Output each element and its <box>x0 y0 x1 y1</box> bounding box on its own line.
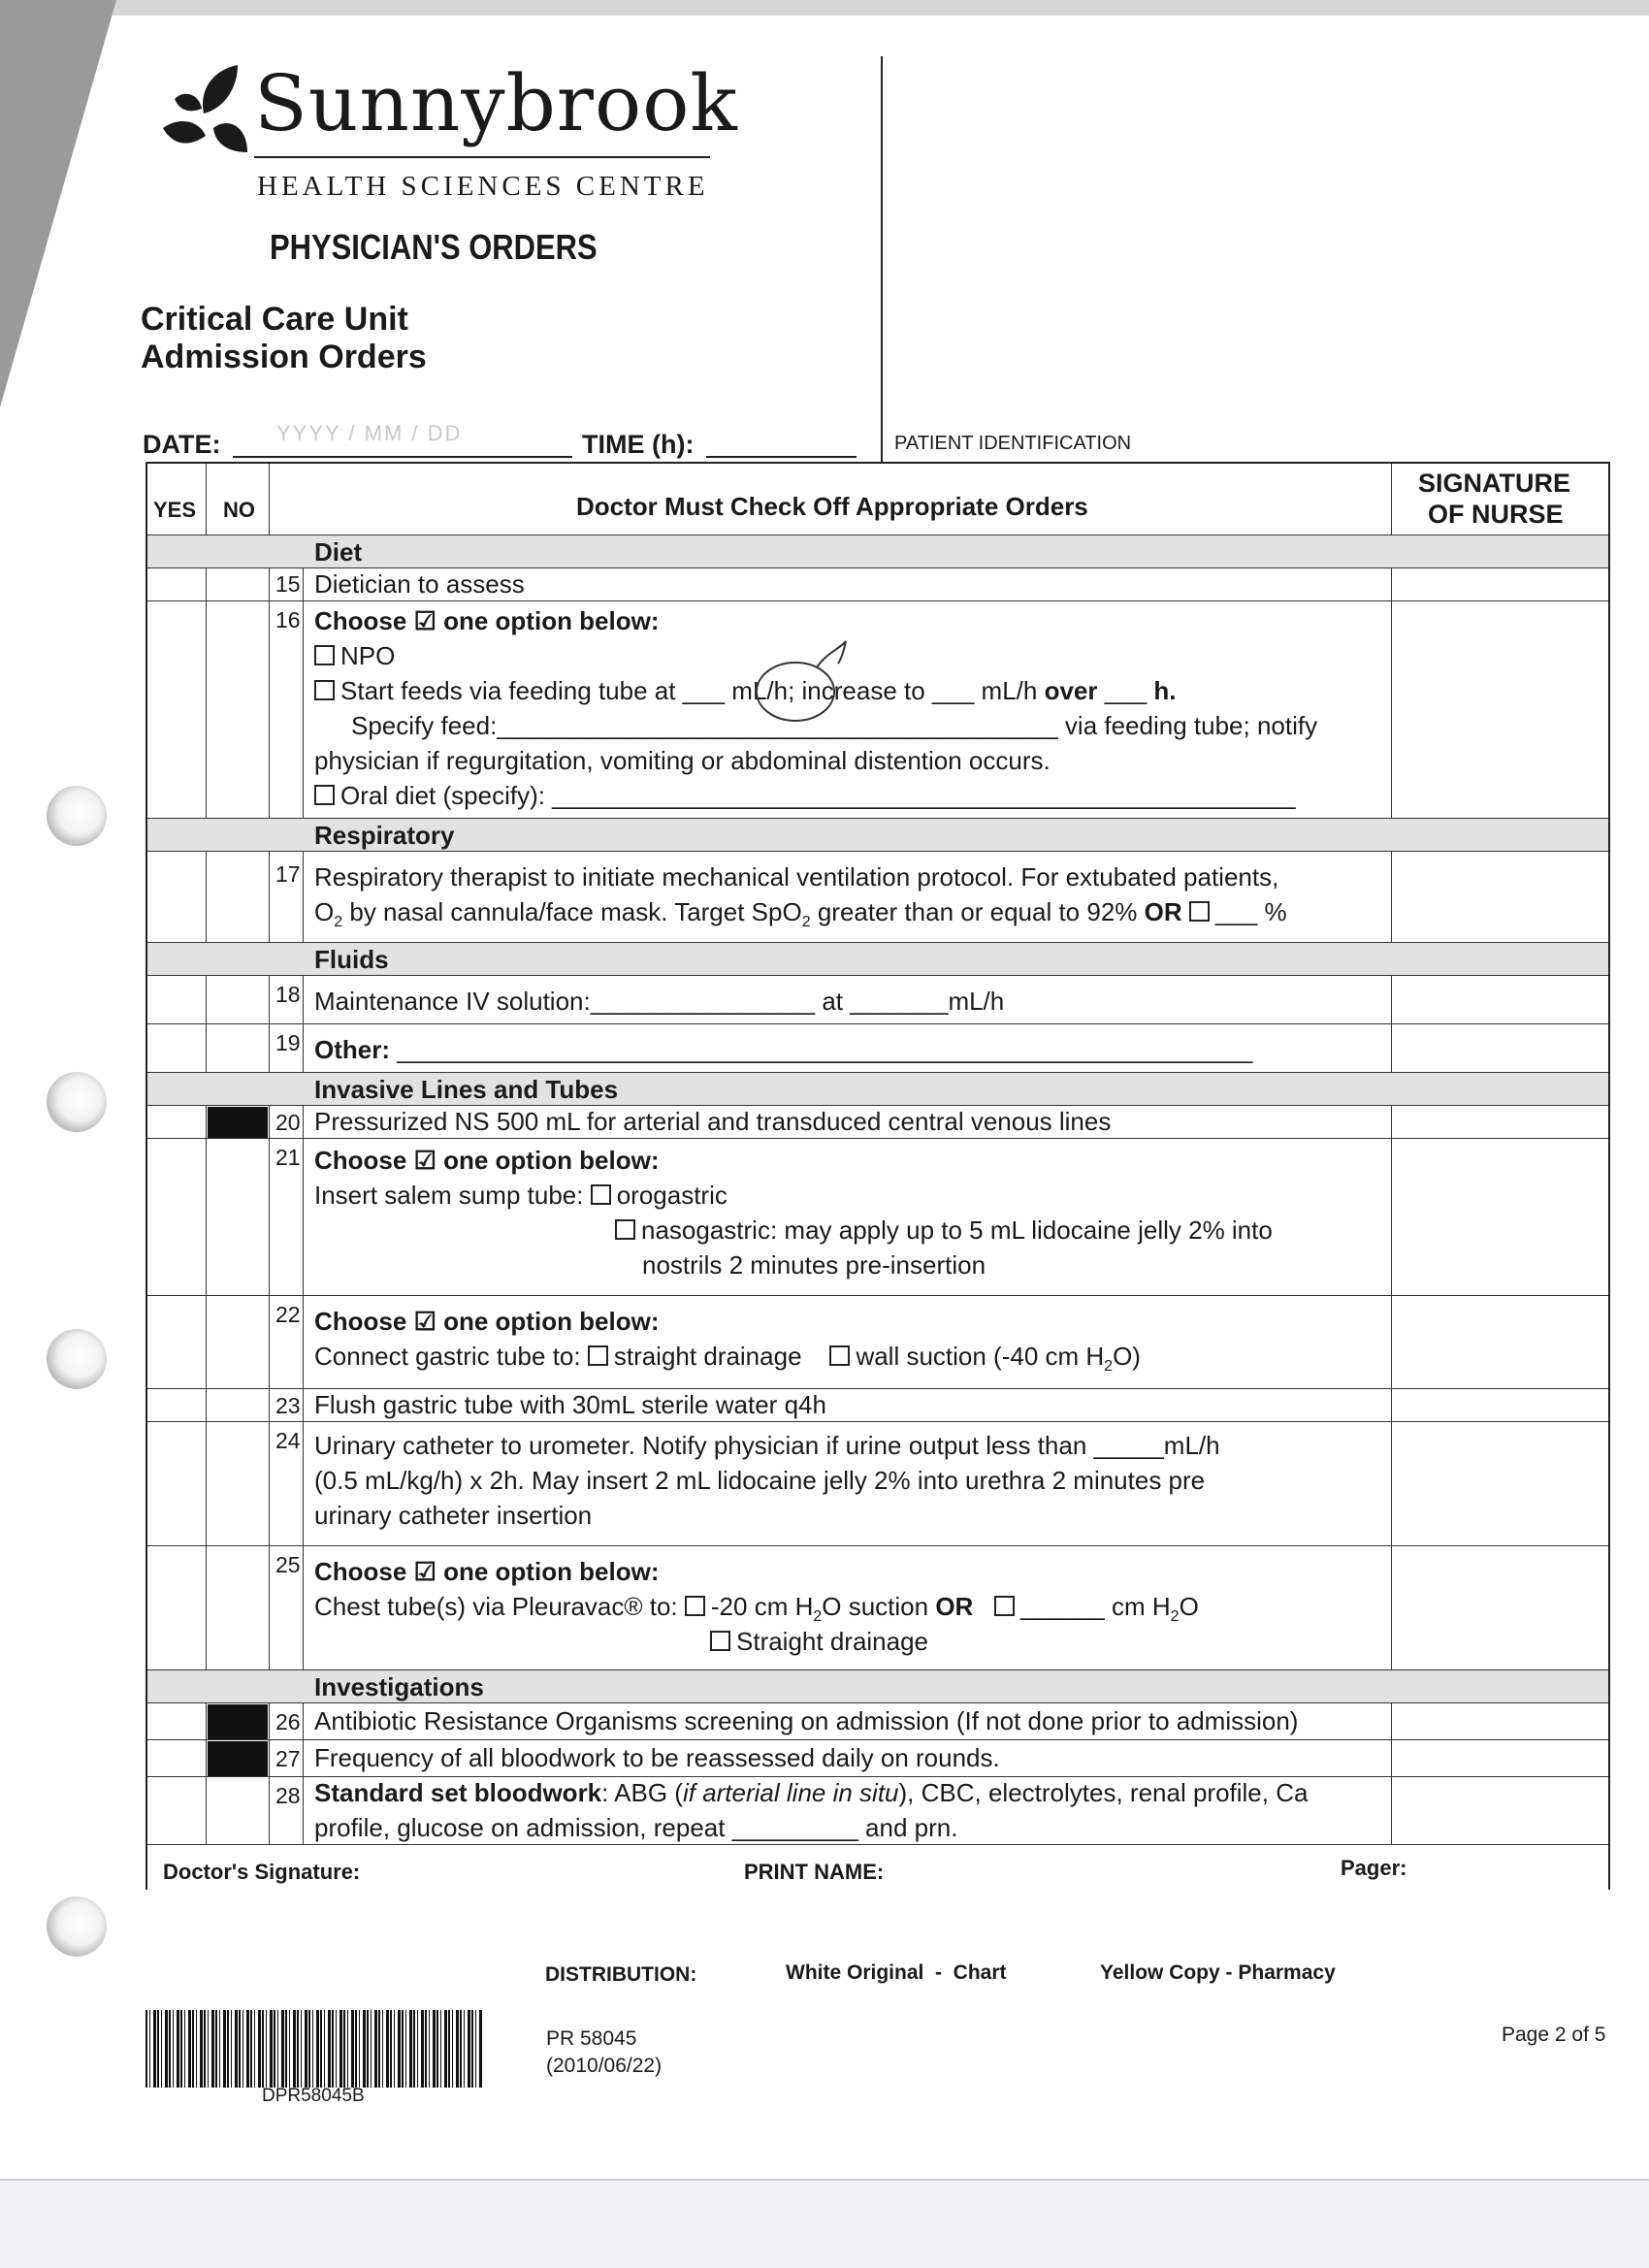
order-number: 28 <box>275 1783 301 1808</box>
order-number: 26 <box>275 1709 301 1734</box>
order-row-21 <box>147 1138 1608 1295</box>
time-field[interactable] <box>706 456 857 458</box>
scan-edge-top <box>0 0 1649 16</box>
date-label: DATE: <box>143 430 221 459</box>
order-row-16 <box>147 600 1608 818</box>
order-text: by nasal cannula/face mask. Target SpO <box>342 897 802 926</box>
section-investigations <box>147 1669 1608 1702</box>
choose-one-label: Choose ☑ one option below: <box>314 1146 660 1175</box>
punch-hole <box>47 786 107 846</box>
order-text: Urinary catheter to urometer. Notify physician if urine output less than _____mL/h <box>314 1431 1220 1460</box>
orogastric-checkbox[interactable] <box>591 1184 611 1205</box>
barcode <box>146 2010 483 2088</box>
form-title-line2: Admission Orders <box>141 339 427 375</box>
logo-rule <box>254 156 710 158</box>
order-text: Flush gastric tube with 30mL sterile water q4h <box>314 1390 826 1419</box>
order-text: Chest tube(s) via Pleuravac® to: <box>314 1592 678 1621</box>
form-number: PR 58045 <box>546 2027 637 2050</box>
h-label: h. <box>1153 676 1177 705</box>
other-label: Other: <box>314 1035 390 1064</box>
oral-checkbox[interactable] <box>314 785 335 805</box>
spo2-checkbox[interactable] <box>1189 901 1210 922</box>
order-text: greater than or equal to 92% <box>810 897 1138 926</box>
order-row-22 <box>147 1295 1608 1388</box>
physician-notify: physician if regurgitation, vomiting or abdominal distention occurs. <box>314 746 1051 775</box>
signature-row <box>147 1844 1608 1892</box>
punch-hole <box>47 1072 107 1132</box>
straight-drainage-checkbox[interactable] <box>588 1345 608 1366</box>
choose-one-label: Choose ☑ one option below: <box>314 1557 660 1586</box>
choose-one-label: Choose ☑ one option below: <box>314 1307 660 1336</box>
section-respiratory <box>147 818 1608 851</box>
order-number: 19 <box>275 1030 301 1055</box>
order-row-15 <box>147 567 1608 600</box>
order-text: Frequency of all bloodwork to be reassessed daily on rounds. <box>314 1743 1000 1772</box>
order-number: 22 <box>275 1302 301 1327</box>
col-orders: Doctor Must Check Off Appropriate Orders <box>576 492 1088 521</box>
order-text: if arterial line in situ <box>682 1778 899 1807</box>
custom-pressure-option: ______ cm H <box>1020 1592 1171 1621</box>
orders-table <box>146 462 1610 1890</box>
feeds-checkbox[interactable] <box>314 680 335 700</box>
nasogastric-checkbox[interactable] <box>615 1219 635 1240</box>
order-number: 15 <box>275 571 301 597</box>
distribution-white: White Original - Chart <box>786 1961 1007 1984</box>
section-title: Respiratory <box>314 821 455 850</box>
col-no: NO <box>223 498 255 522</box>
suction-checkbox[interactable] <box>685 1596 705 1616</box>
suction-option: O suction <box>822 1592 929 1621</box>
order-row-24 <box>147 1421 1608 1545</box>
handwritten-circle-mark <box>749 638 865 726</box>
punch-hole <box>47 1329 107 1389</box>
or-label: OR <box>935 1592 974 1621</box>
order-text: Maintenance IV solution:________________ at _______mL/h <box>314 987 1005 1016</box>
subscript: 2 <box>1104 1358 1114 1376</box>
order-text: Antibiotic Resistance Organisms screening on admission (If not done prior to admission) <box>314 1706 1299 1735</box>
order-number: 24 <box>275 1428 301 1453</box>
section-title: Invasive Lines and Tubes <box>314 1075 619 1104</box>
order-row-17 <box>147 851 1608 942</box>
org-name: Sunnybrook <box>254 58 738 148</box>
straight-drainage-checkbox[interactable] <box>710 1631 730 1651</box>
order-row-19 <box>147 1023 1608 1072</box>
doctor-signature-label: Doctor's Signature: <box>163 1860 361 1884</box>
order-text: : ABG ( <box>601 1778 683 1807</box>
npo-option: NPO <box>340 641 396 670</box>
order-row-18 <box>147 975 1608 1023</box>
order-row-23 <box>147 1388 1608 1421</box>
time-label: TIME (h): <box>582 430 695 459</box>
order-number: 21 <box>275 1145 301 1170</box>
straight-drainage-option: Straight drainage <box>736 1627 929 1656</box>
sunnybrook-leaf-icon <box>155 60 252 167</box>
order-number: 16 <box>275 607 301 632</box>
col-signature-1: SIGNATURE <box>1418 469 1571 498</box>
other-blank: _____________________________________________________________ <box>397 1035 1253 1064</box>
form-date: (2010/06/22) <box>546 2055 663 2077</box>
suction-option: -20 cm H <box>710 1592 814 1621</box>
section-title: Diet <box>314 537 363 567</box>
header-divider <box>881 56 883 464</box>
print-name-label: PRINT NAME: <box>744 1860 885 1884</box>
distribution-label: DISTRIBUTION: <box>545 1963 697 1986</box>
wall-suction-checkbox[interactable] <box>829 1345 850 1366</box>
npo-checkbox[interactable] <box>314 645 335 665</box>
feeds-option: Start feeds via feeding tube at ___ mL/h; increase to ___ mL/h <box>340 676 1038 705</box>
custom-pressure-option: O <box>1179 1592 1199 1621</box>
order-row-27 <box>147 1739 1608 1776</box>
subscript: 2 <box>1170 1608 1180 1626</box>
punch-hole <box>47 1896 107 1957</box>
order-text: Respiratory therapist to initiate mechanical ventilation protocol. For extubated patients, <box>314 862 1279 891</box>
over-label: over <box>1044 676 1098 705</box>
date-field[interactable] <box>233 456 572 458</box>
section-invasive <box>147 1072 1608 1105</box>
date-placeholder: YYYY / MM / DD <box>276 421 463 445</box>
straight-drainage-option: straight drainage <box>613 1342 802 1371</box>
order-number: 25 <box>275 1552 301 1577</box>
form-heading: PHYSICIAN'S ORDERS <box>270 227 598 267</box>
subscript: 2 <box>801 914 811 931</box>
custom-pressure-checkbox[interactable] <box>994 1596 1015 1616</box>
order-row-28 <box>147 1776 1608 1844</box>
section-fluids <box>147 942 1608 975</box>
section-title: Fluids <box>314 945 389 974</box>
order-row-25 <box>147 1545 1608 1669</box>
section-title: Investigations <box>314 1672 484 1701</box>
distribution-yellow: Yellow Copy - Pharmacy <box>1100 1961 1336 1984</box>
patient-id-label: PATIENT IDENTIFICATION <box>894 433 1132 454</box>
order-number: 17 <box>275 861 301 887</box>
section-diet <box>147 535 1608 567</box>
form-title-line1: Critical Care Unit <box>141 301 408 338</box>
pager-label: Pager: <box>1341 1856 1407 1880</box>
choose-one-label: Choose ☑ one option below: <box>314 606 660 635</box>
no-cell-shaded <box>208 1704 268 1739</box>
wall-suction-option: wall suction (-40 cm H <box>856 1342 1105 1371</box>
order-text: profile, glucose on admission, repeat _________ and prn. <box>314 1813 958 1842</box>
no-cell-shaded <box>208 1107 268 1138</box>
or-label: OR <box>1144 897 1182 926</box>
orogastric-option: orogastric <box>616 1181 728 1210</box>
nasogastric-option: nasogastric: may apply up to 5 mL lidocaine jelly 2% into <box>641 1215 1273 1245</box>
no-cell-shaded <box>208 1741 268 1776</box>
order-text: Insert salem sump tube: <box>314 1181 584 1210</box>
order-text: ), CBC, electrolytes, renal profile, Ca <box>898 1778 1309 1807</box>
subscript: 2 <box>813 1608 823 1626</box>
order-text: urinary catheter insertion <box>314 1501 593 1530</box>
order-row-26 <box>147 1702 1608 1739</box>
order-row-20 <box>147 1105 1608 1138</box>
order-number: 18 <box>275 982 301 1007</box>
oral-option: Oral diet (specify): _____________________________________________________ <box>340 781 1296 810</box>
col-signature-2: OF NURSE <box>1428 500 1564 529</box>
order-number: 23 <box>275 1393 301 1418</box>
order-text: Dietician to assess <box>314 569 525 599</box>
order-number: 20 <box>275 1110 301 1135</box>
org-subtitle: HEALTH SCIENCES CENTRE <box>257 171 709 202</box>
col-yes: YES <box>153 498 197 522</box>
scan-edge-bottom <box>0 2179 1649 2268</box>
order-text: Connect gastric tube to: <box>314 1342 581 1371</box>
spo2-blank: ___ % <box>1214 897 1287 926</box>
page-number: Page 2 of 5 <box>1502 2024 1606 2046</box>
order-text: nostrils 2 minutes pre-insertion <box>642 1250 986 1280</box>
specify-feed: Specify feed:________________________________________ via feeding tube; notify <box>351 711 1318 740</box>
folded-corner <box>0 0 116 407</box>
hours-blank: ___ <box>1104 676 1148 705</box>
order-text: Pressurized NS 500 mL for arterial and transduced central venous lines <box>314 1107 1112 1136</box>
order-text: O) <box>1113 1342 1141 1371</box>
order-text: (0.5 mL/kg/h) x 2h. May insert 2 mL lidocaine jelly 2% into urethra 2 minutes pre <box>314 1466 1206 1495</box>
barcode-text: DPR58045B <box>262 2086 365 2106</box>
order-text: O <box>314 897 335 926</box>
order-text: Standard set bloodwork <box>314 1778 602 1807</box>
order-number: 27 <box>275 1746 301 1771</box>
subscript: 2 <box>334 914 343 931</box>
